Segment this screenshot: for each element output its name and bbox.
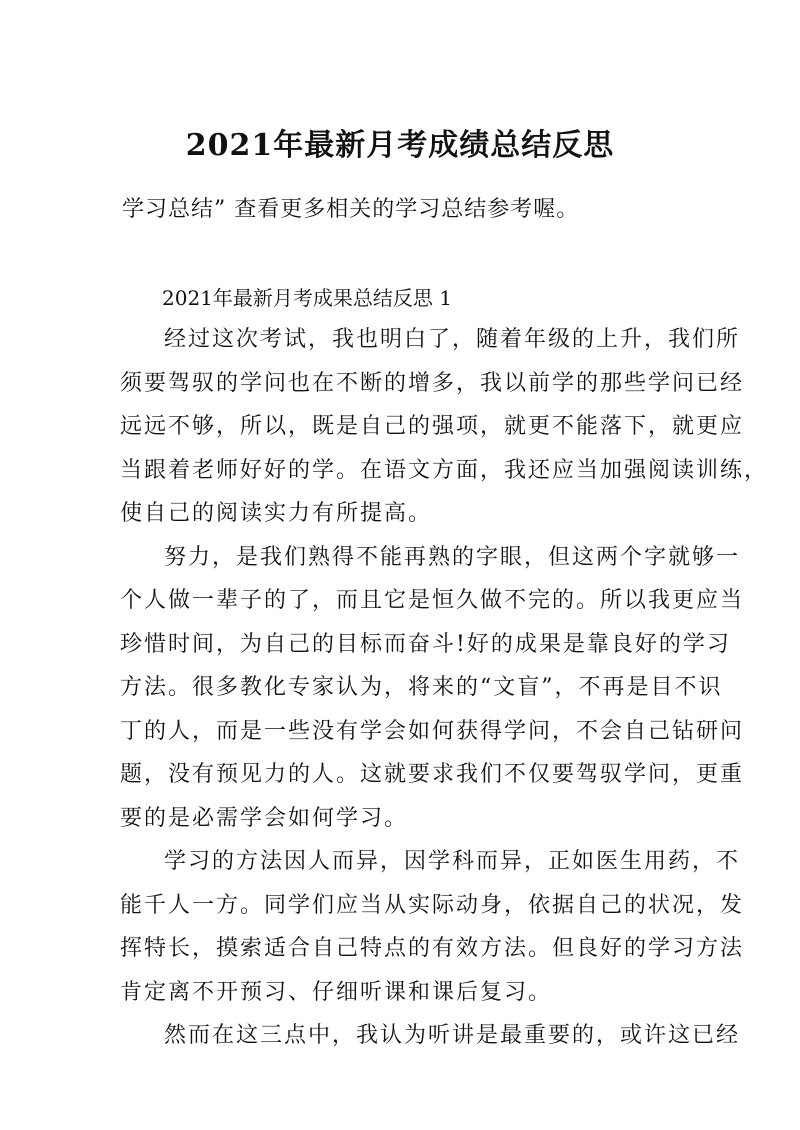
paragraph-line: 肯定离不开预习、仔细听课和课后复习。: [120, 979, 553, 1005]
paragraph-line: 个人做一辈子的了，而且它是恒久做不完的。所以我更应当: [120, 588, 745, 613]
paragraph-line: 远远不够，所以，既是自己的强项，就更不能落下，就更应: [120, 414, 745, 439]
paragraph-line: 努力，是我们熟得不能再熟的字眼，但这两个字就够一: [164, 544, 741, 570]
paragraph-line: 能千人一方。同学们应当从实际动身，依据自己的状况，发: [120, 892, 745, 918]
paragraph-line: 方法。很多教化专家认为，将来的“文盲”，不再是目不识: [120, 675, 723, 700]
paragraph-line: 学习的方法因人而异，因学科而异，正如医生用药，不: [164, 849, 741, 874]
paragraph-line: 当跟着老师好好的学。在语文方面，我还应当加强阅读训练，: [120, 457, 769, 483]
paragraph-line: 经过这次考试，我也明白了，随着年级的上升，我们所: [164, 327, 741, 352]
intro-text: 学习总结” 查看更多相关的学习总结参考喔。: [122, 197, 580, 222]
paragraph-line: 然而在这三点中，我认为听讲是最重要的，或许这已经: [164, 1023, 741, 1048]
body-text: [120, 318, 769, 1058]
document-title: 2021年最新月考成绩总结反思: [185, 128, 615, 163]
paragraph-line: 丁的人，而是一些没有学会如何获得学问，不会自己钻研问: [120, 718, 745, 744]
paragraph-line: 挥特长，摸索适合自己特点的有效方法。但良好的学习方法: [120, 936, 745, 961]
paragraph-line: 要的是必需学会如何学习。: [120, 805, 409, 831]
paragraph-line: 须要驾驭的学问也在不断的增多，我以前学的那些学问已经: [120, 370, 745, 396]
paragraph-line: 珍惜时间，为自己的目标而奋斗!好的成果是靠良好的学习: [120, 631, 731, 657]
paragraph-line: 题，没有预见力的人。这就要求我们不仅要驾驭学问，更重: [120, 762, 745, 787]
paragraph-line: 使自己的阅读实力有所提高。: [120, 501, 433, 526]
section-heading: 2021年最新月考成果总结反思 1: [162, 286, 452, 310]
